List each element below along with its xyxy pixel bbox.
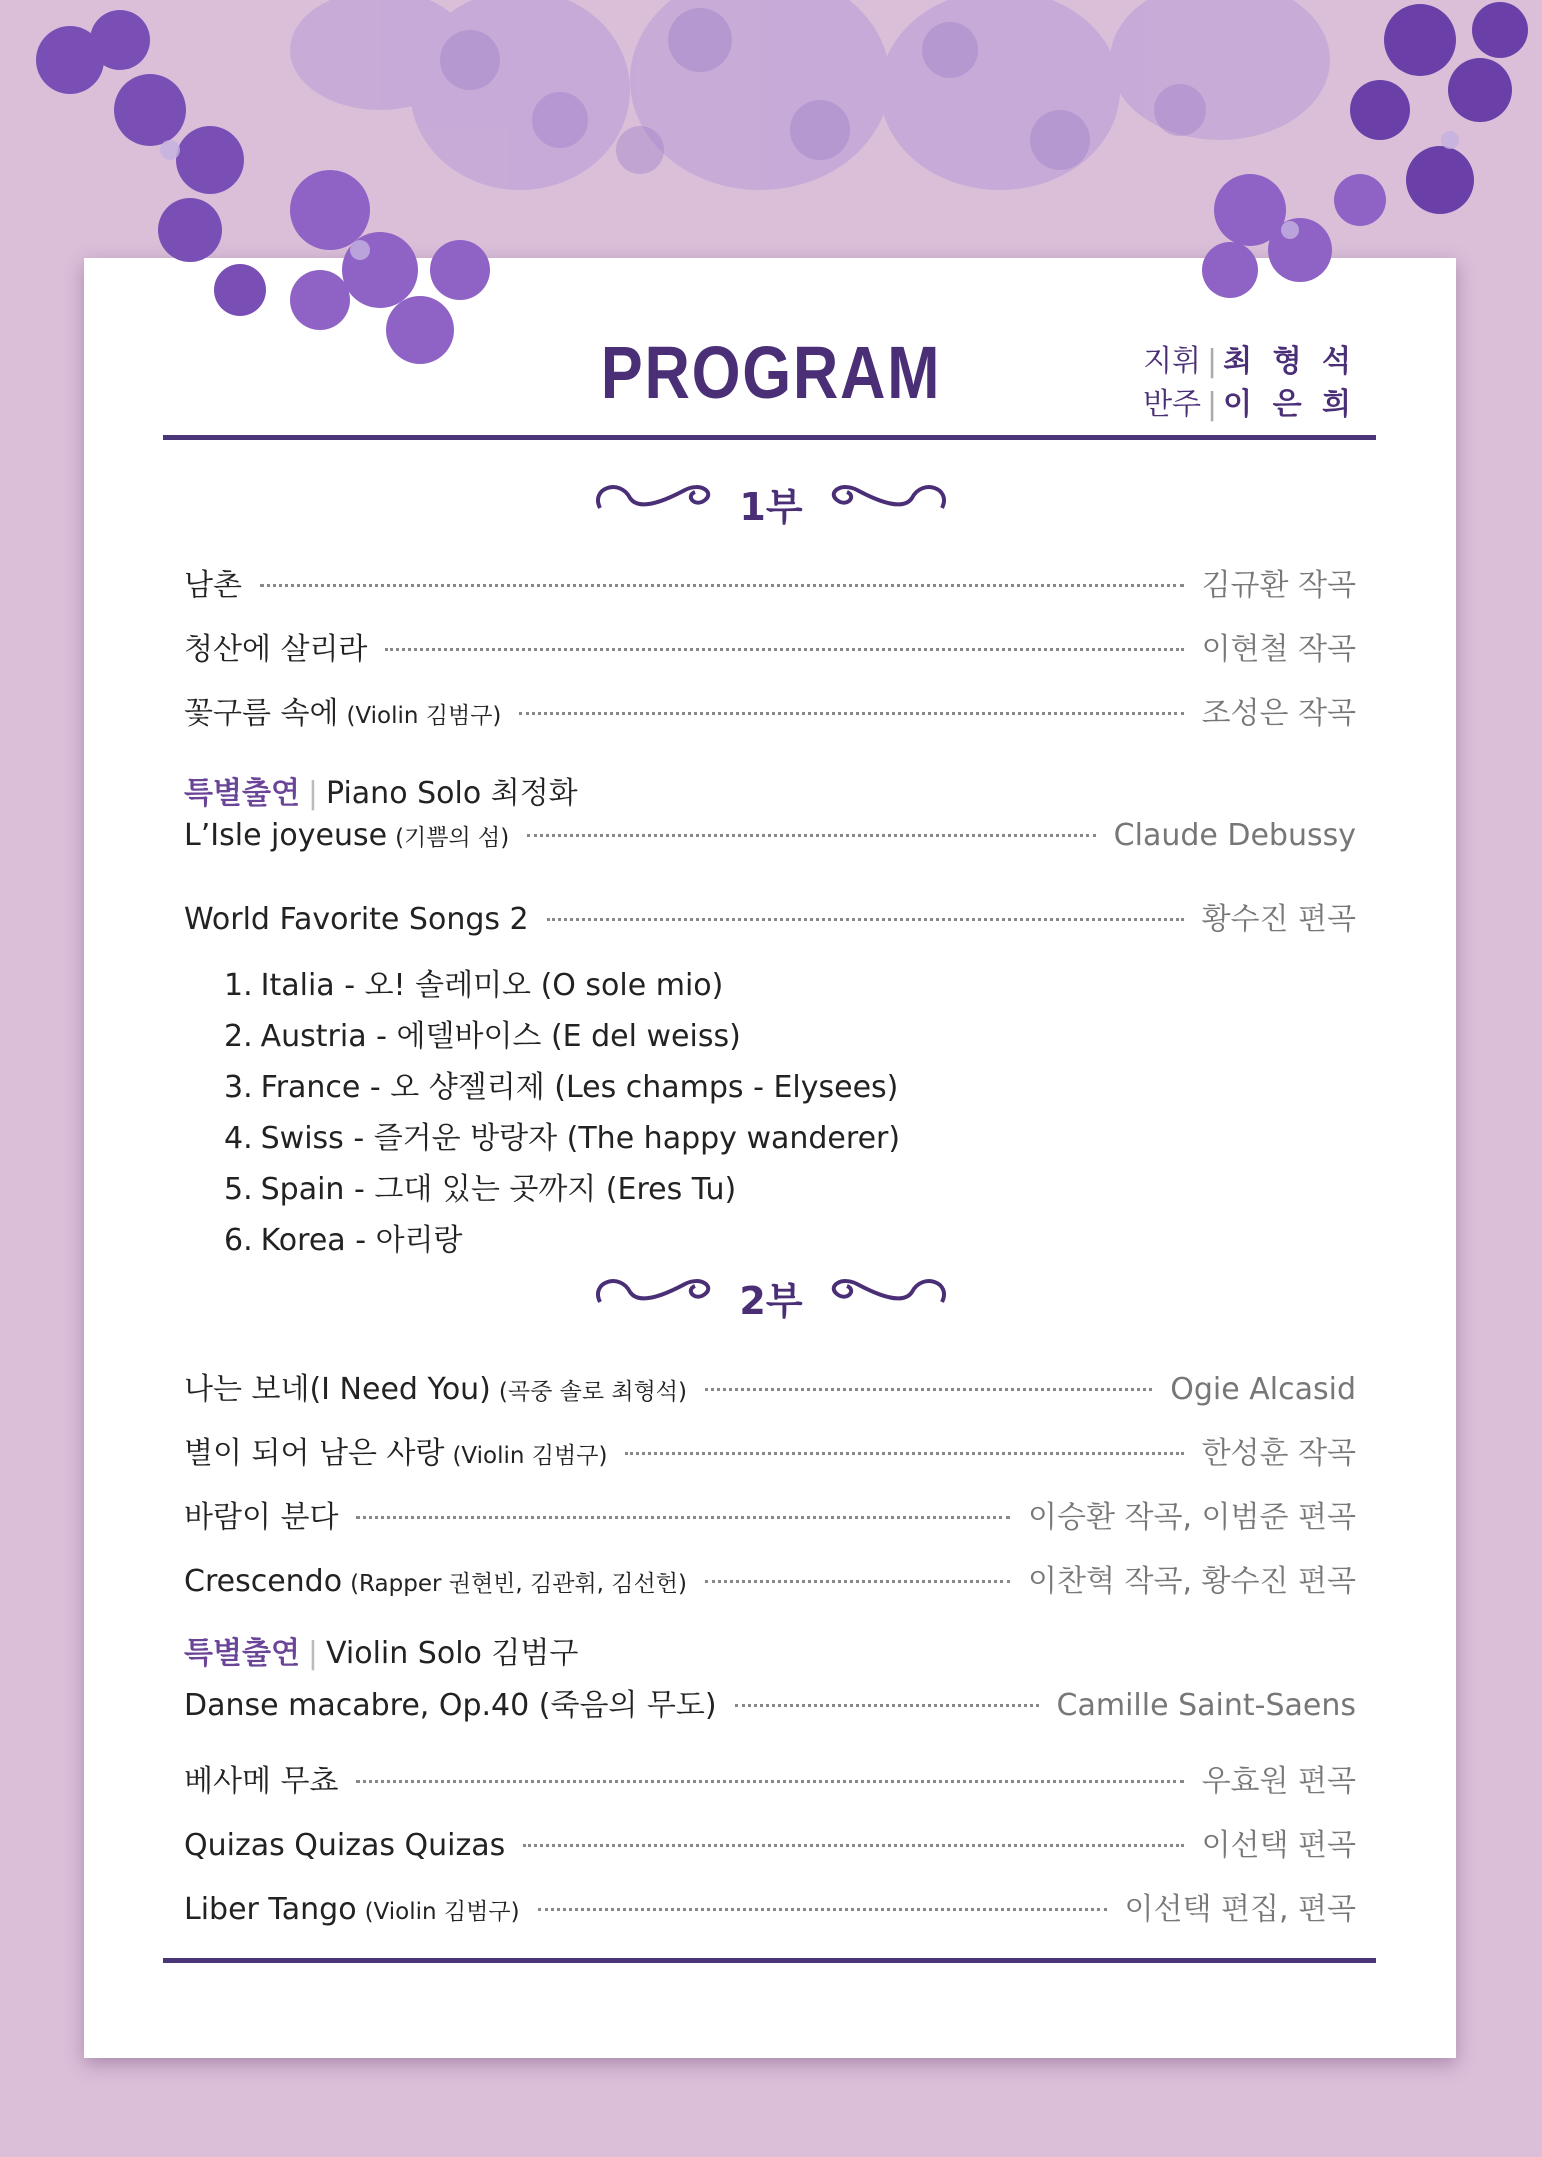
special-guest-label: 특별출연 | Piano Solo 최정화 [184,776,578,811]
program-row: 바람이 분다 이승환 작곡, 이범준 편곡 [184,1500,1356,1535]
list-item: 5. Spain - 그대 있는 곳까지 (Eres Tu) [224,1172,737,1207]
right-flourish-icon [822,1262,952,1322]
list-item: 3. France - 오 샹젤리제 (Les champs - Elysees) [224,1070,899,1105]
program-row: 베사메 무쵸 우효원 편곡 [184,1764,1356,1799]
program-row: Quizas Quizas Quizas 이선택 편곡 [184,1828,1356,1863]
list-item: 6. Korea - 아리랑 [224,1223,463,1258]
list-item: 1. Italia - 오! 솔레미오 (O sole mio) [224,968,724,1003]
part1-label: 1부 [739,485,803,529]
list-item: 4. Swiss - 즐거운 방랑자 (The happy wanderer) [224,1121,901,1156]
part2-heading [0,1262,1542,1322]
program-row: 남촌 김규환 작곡 [184,568,1356,603]
page-title: PROGRAM [600,331,942,414]
list-item: 2. Austria - 에델바이스 (E del weiss) [224,1019,741,1054]
credits-block [1143,340,1356,426]
program-row: 별이 되어 남은 사랑 (Violin 김범구) 한성훈 작곡 [184,1436,1356,1471]
program-row: 청산에 살리라 이현철 작곡 [184,632,1356,667]
special-guest-label: 특별출연 | Violin Solo 김범구 [184,1636,579,1671]
right-flourish-icon [822,468,952,528]
program-row: World Favorite Songs 2 황수진 편곡 [184,902,1356,937]
part1-heading [0,468,1542,528]
footer-rule [163,1958,1376,1963]
conductor-credit: 지휘 | 최 형 석 [1143,344,1356,379]
program-row: 꽃구름 속에 (Violin 김범구) 조성은 작곡 [184,696,1356,731]
accompanist-credit: 반주 | 이 은 희 [1143,387,1356,422]
program-row: 나는 보네(I Need You) (곡중 솔로 최형석) Ogie Alcasid [184,1372,1356,1407]
program-row: Crescendo (Rapper 권현빈, 김관휘, 김선헌) 이찬혁 작곡, 황수진 편곡 [184,1564,1356,1599]
program-row: L’Isle joyeuse (기쁨의 섬) Claude Debussy [184,818,1356,853]
program-row: Liber Tango (Violin 김범구) 이선택 편집, 편곡 [184,1892,1356,1927]
header-rule [163,435,1376,440]
program-row: Danse macabre, Op.40 (죽음의 무도) Camille Saint-Saens [184,1688,1356,1723]
part2-label: 2부 [739,1279,803,1323]
